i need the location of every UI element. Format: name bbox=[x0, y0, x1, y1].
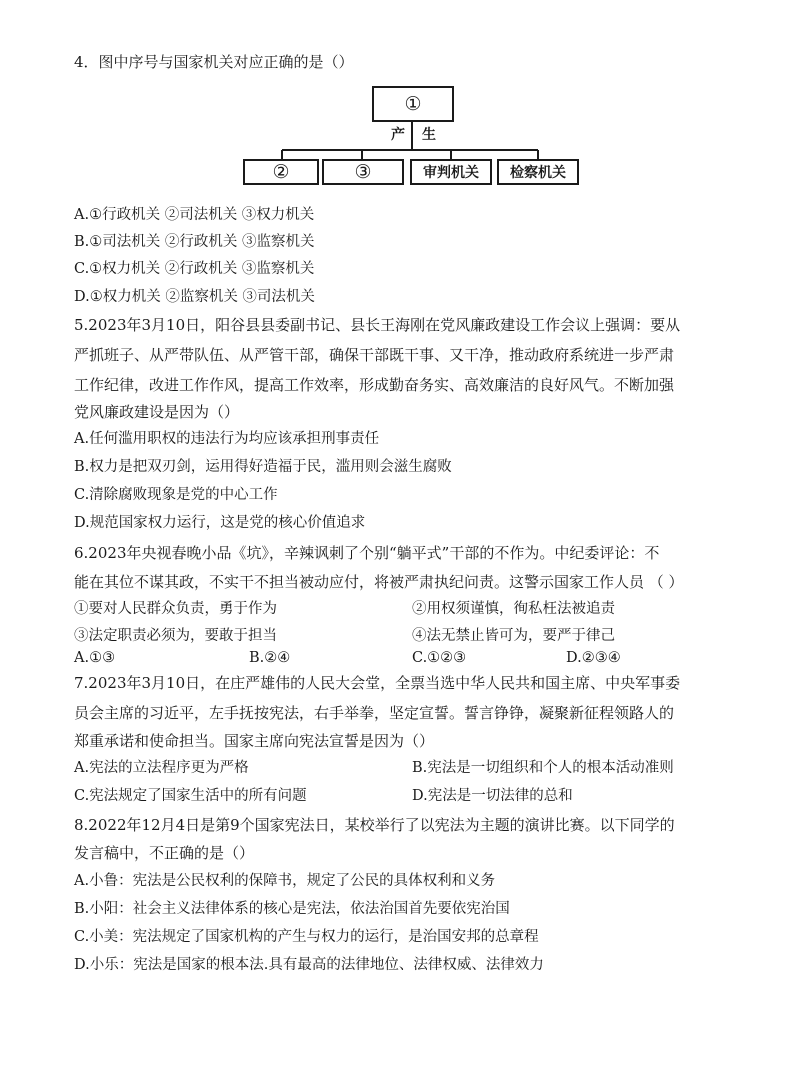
q5-option-d: D.规范国家权力运行，这是党的核心价值追求 bbox=[74, 515, 366, 531]
q6-option-d: D.②③④ bbox=[566, 650, 621, 666]
q5-line-4: 党风廉政建设是因为（） bbox=[74, 403, 240, 421]
q5-line-2: 严抓班子、从严带队伍、从严管干部，确保干部既干事、又干净，推动政府系统进一步严肃 bbox=[74, 346, 675, 364]
q7-option-b: B.宪法是一切组织和个人的根本活动准则 bbox=[412, 760, 674, 776]
q6-option-a: A.①③ bbox=[74, 650, 116, 666]
q7-option-a: A.宪法的立法程序更为严格 bbox=[74, 760, 249, 776]
q7-line-1: 7.2023年3月10日，在庄严雄伟的人民大会堂，全票当选中华人民共和国主席、中央军事委 bbox=[74, 674, 681, 692]
q6-option-b: B.②④ bbox=[249, 650, 291, 666]
q7-option-c: C.宪法规定了国家生活中的所有问题 bbox=[74, 788, 307, 804]
diagram-box-procuratorial: 检察机关 bbox=[497, 159, 579, 185]
q8-option-c: C.小美：宪法规定了国家机构的产生与权力的运行，是治国安邦的总章程 bbox=[74, 929, 539, 945]
q7-option-d: D.宪法是一切法律的总和 bbox=[412, 788, 573, 804]
q7-line-2: 员会主席的习近平，左手抚按宪法，右手举拳，坚定宣誓。誓言铮铮，凝聚新征程领路人的 bbox=[74, 704, 675, 722]
q8-option-b: B.小阳：社会主义法律体系的核心是宪法，依法治国首先要依宪治国 bbox=[74, 901, 510, 917]
q4-stem: 4．图中序号与国家机关对应正确的是（） bbox=[74, 53, 354, 71]
q4-option-b: B.①司法机关 ②行政机关 ③监察机关 bbox=[74, 234, 315, 250]
q8-option-d: D.小乐：宪法是国家的根本法.具有最高的法律地位、法律权威、法律效力 bbox=[74, 957, 544, 973]
diagram-box-3: ③ bbox=[322, 159, 404, 185]
q6-line-1: 6.2023年央视春晚小品《坑》，辛辣讽刺了个别“躺平式”干部的不作为。中纪委评论：不 bbox=[74, 544, 660, 562]
q8-line-2: 发言稿中，不正确的是（） bbox=[74, 844, 255, 862]
q6-item-1: ①要对人民群众负责，勇于作为 bbox=[74, 601, 277, 617]
q8-line-1: 8.2022年12月4日是第9个国家宪法日，某校举行了以宪法为主题的演讲比赛。以下同学的 bbox=[74, 816, 675, 834]
q5-line-3: 工作纪律，改进工作作风，提高工作效率，形成勤奋务实、高效廉洁的良好风气。不断加强 bbox=[74, 376, 675, 394]
q6-item-4: ④法无禁止皆可为，要严于律己 bbox=[412, 628, 615, 644]
q5-option-c: C.清除腐败现象是党的中心工作 bbox=[74, 487, 278, 503]
q5-option-a: A.任何滥用职权的违法行为均应该承担刑事责任 bbox=[74, 431, 380, 447]
q4-option-d: D.①权力机关 ②监察机关 ③司法机关 bbox=[74, 289, 315, 305]
q6-option-c: C.①②③ bbox=[412, 650, 467, 666]
q7-line-3: 郑重承诺和使命担当。国家主席向宪法宣誓是因为（） bbox=[74, 732, 435, 750]
q6-line-2: 能在其位不谋其政，不实干不担当被动应付，将被严肃执纪问责。这警示国家工作人员 （ ） bbox=[74, 573, 684, 591]
diagram-label-chan: 产 bbox=[389, 124, 407, 144]
diagram-box-2: ② bbox=[243, 159, 319, 185]
diagram-box-judicial: 审判机关 bbox=[410, 159, 492, 185]
q6-item-3: ③法定职责必须为，要敢于担当 bbox=[74, 628, 277, 644]
q4-option-a: A.①行政机关 ②司法机关 ③权力机关 bbox=[74, 207, 315, 223]
q5-option-b: B.权力是把双刃剑，运用得好造福于民，滥用则会滋生腐败 bbox=[74, 459, 452, 475]
q4-option-c: C.①权力机关 ②行政机关 ③监察机关 bbox=[74, 261, 315, 277]
q6-item-2: ②用权须谨慎，徇私枉法被追责 bbox=[412, 601, 615, 617]
diagram-label-sheng: 生 bbox=[420, 124, 438, 144]
q5-line-1: 5.2023年3月10日，阳谷县县委副书记、县长王海刚在党风廉政建设工作会议上强调：要从 bbox=[74, 316, 681, 334]
diagram-box-top: ① bbox=[372, 86, 454, 122]
q8-option-a: A.小鲁：宪法是公民权利的保障书，规定了公民的具体权利和义务 bbox=[74, 873, 496, 889]
